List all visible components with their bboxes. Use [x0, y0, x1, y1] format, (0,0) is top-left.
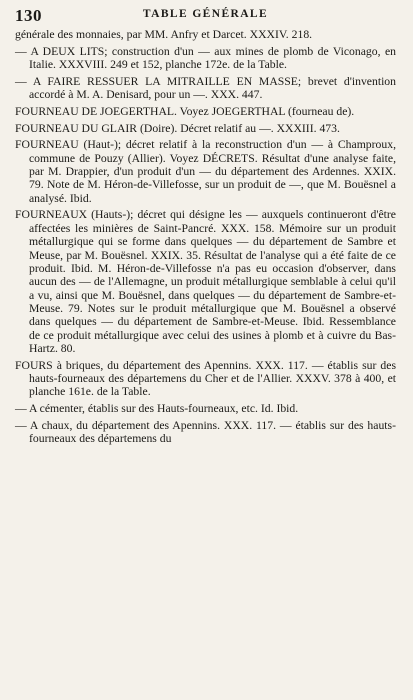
page-header: [15, 4, 396, 28]
index-entry: FOURNEAU (Haut-); décret relatif à la reconstruction d'un — à Champroux, commune de Pouzy (Allier). Voyez DÉCRETS. Résultat d'une analyse faite, par M. Drappier, d'un produit d'un — du département des Ardennes. XXIX. 79. Note de M. Héron-de-Villefosse, sur un produit de —, que M. Bouësnel a analysé. Ibid.: [15, 138, 396, 205]
index-body: [15, 28, 396, 445]
index-entry: générale des monnaies, par MM. Anfry et Darcet. XXXIV. 218.: [15, 28, 313, 41]
index-entry: — A FAIRE RESSUER LA MITRAILLE EN MASSE; brevet d'invention accordé à M. A. Denisard, pour un —. XXX. 447.: [15, 74, 396, 102]
index-entry: — A chaux, du département des Apennins. XXX. 117. — établis sur des hauts-fourneaux des départemens du: [15, 418, 396, 446]
page-number: 130: [15, 6, 42, 25]
index-entry: FOURNEAU DU GLAIR (Doire). Décret relatif au —. XXXIII. 473.: [15, 121, 340, 135]
index-entry: — A cémenter, établis sur des Hauts-fourneaux, etc. Id. Ibid.: [15, 402, 299, 416]
index-entry: FOURNEAU DE JOEGERTHAL. Voyez JOEGERTHAL (fourneau de).: [15, 104, 355, 118]
running-title: TABLE GÉNÉRALE: [142, 8, 269, 20]
index-entry: — A DEUX LITS; construction d'un — aux mines de plomb de Viconago, en Italie. XXXVIII. 249 et 152, planche 172e. de la Table.: [15, 44, 396, 72]
index-entry: FOURNEAUX (Hauts-); décret qui désigne les — auxquels continueront d'être affectées les minières de Saint-Pancré. XXX. 158. Mémoire sur un produit métallurgique qui se forme dans quelques — du département de Sambre et Meuse, par M. Bouësnel. XXIX. 35. Résultat de l'analyse qui a été faite de ce produit. Ibid. M. Héron-de-Villefosse n'a pas eu occasion d'observer, dans aucun des — de l'Allemagne, un produit métallurgique semblable à celui qu'il a vu, ainsi que M. Bouësnel, dans quelques — du département de Sambre-et-Meuse. 79. Notes sur le produit métallurgique que M. Bouësnel a observé dans quelques — du département de Sambre-et-Meuse. Ibid. Ressemblance de ce produit métallurgique avec celui des usines à plomb et à cuivre du Bas-Hartz. 80.: [15, 208, 396, 355]
index-entry: FOURS à briques, du département des Apennins. XXX. 117. — établis sur des hauts-fourneaux des départemens du Cher et de l'Allier. XXXV. 378 à 400, et planche 161e. de la Table.: [15, 358, 396, 399]
